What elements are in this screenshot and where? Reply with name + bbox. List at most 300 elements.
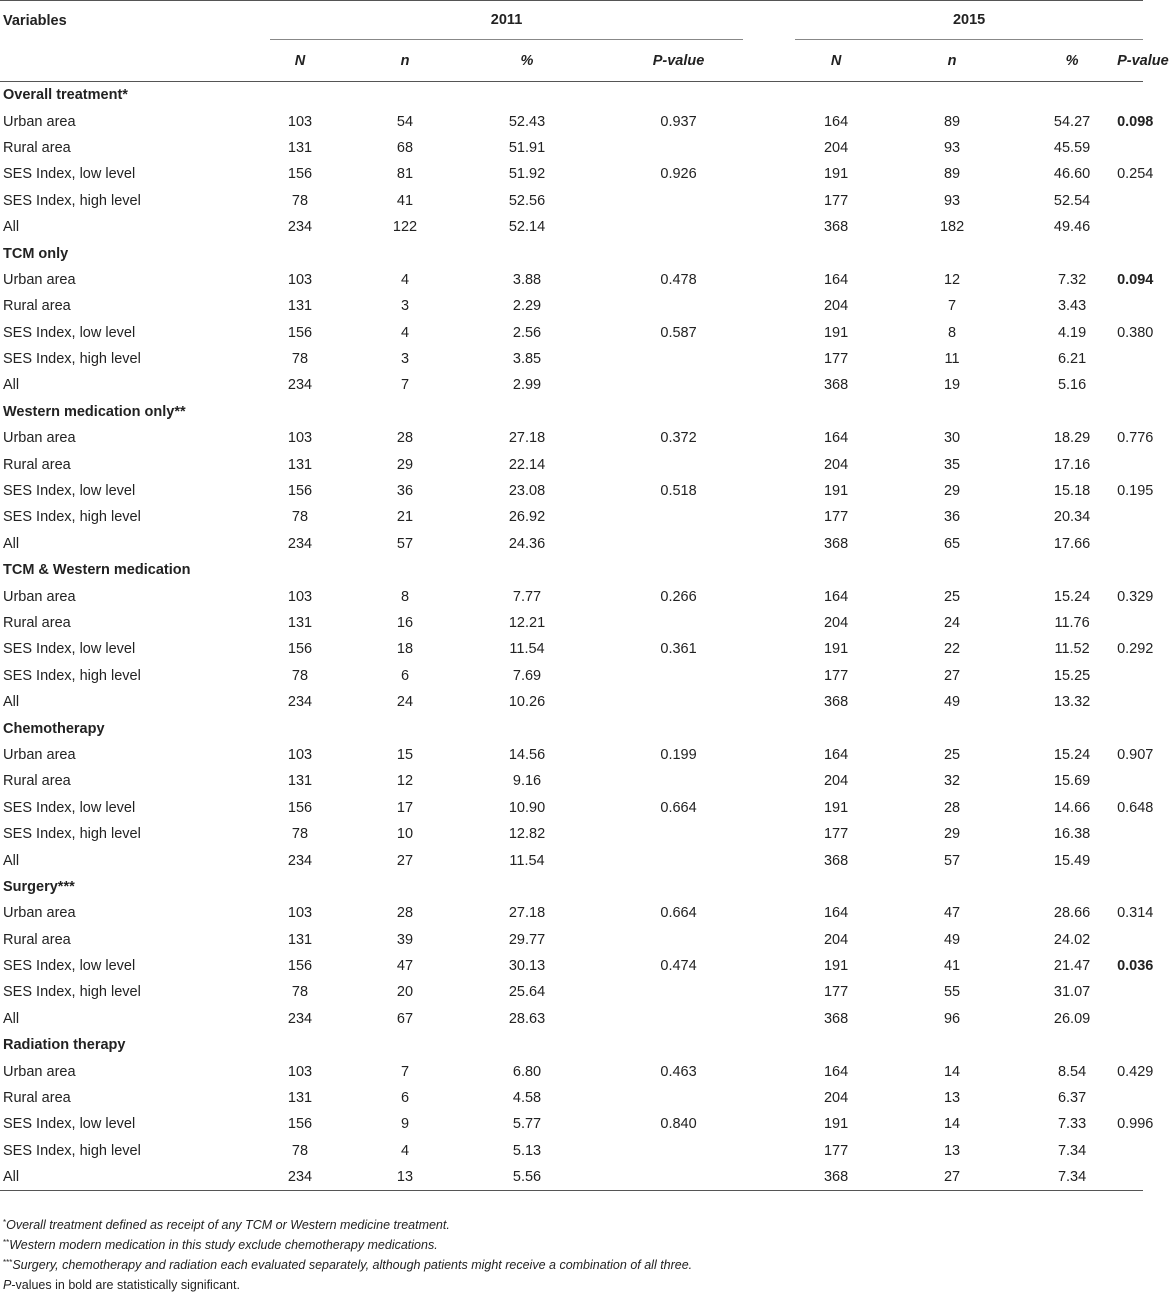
cell-N-2011: 156 (287, 799, 313, 816)
cell-n-2011: 4 (400, 271, 410, 288)
cell-pct-2015: 54.27 (1053, 113, 1091, 130)
cell-N-2015: 204 (823, 298, 849, 315)
cell-n-2015: 14 (943, 1063, 961, 1080)
table-row (0, 531, 1143, 557)
cell-pvalue-2011 (614, 979, 743, 1005)
row-label: SES Index, low level (3, 799, 136, 816)
cell-pct-2015: 46.60 (1053, 166, 1091, 183)
cell-n-2011: 8 (400, 588, 410, 605)
row-label: SES Index, low level (3, 641, 136, 658)
header-year-2015: 2015 (795, 1, 1143, 41)
table-row (0, 583, 1143, 609)
section-header (0, 874, 1143, 900)
cell-n-2011: 29 (396, 456, 414, 473)
row-label: All (3, 852, 20, 869)
cell-pct-2015: 17.66 (1053, 535, 1091, 552)
cell-pct-2015: 49.46 (1053, 219, 1091, 236)
cell-N-2011: 78 (291, 351, 309, 368)
cell-pct-2011: 28.63 (508, 1010, 546, 1027)
cell-pct-2011: 9.16 (512, 773, 542, 790)
cell-n-2015: 89 (943, 113, 961, 130)
cell-N-2015: 368 (823, 535, 849, 552)
cell-pvalue-2015 (1117, 979, 1143, 1005)
cell-pvalue-2011: 0.840 (660, 1116, 697, 1133)
cell-N-2015: 177 (823, 1142, 849, 1159)
cell-N-2011: 78 (291, 1142, 309, 1159)
cell-pct-2011: 3.88 (512, 271, 542, 288)
cell-pct-2011: 29.77 (508, 931, 546, 948)
cell-pvalue-2011: 0.587 (660, 324, 697, 341)
cell-N-2011: 234 (270, 1164, 330, 1191)
cell-N-2011: 131 (287, 298, 313, 315)
cell-pct-2011: 5.77 (512, 1116, 542, 1133)
cell-pct-2015: 13.32 (1053, 694, 1091, 711)
cell-N-2011: 78 (291, 667, 309, 684)
cell-N-2015: 368 (823, 1010, 849, 1027)
cell-n-2011: 13 (330, 1164, 480, 1191)
cell-N-2015: 191 (823, 641, 849, 658)
cell-pvalue-2011: 0.664 (660, 799, 697, 816)
cell-pvalue-2011 (614, 135, 743, 161)
cell-n-2015: 25 (943, 588, 961, 605)
cell-n-2015: 182 (939, 219, 965, 236)
cell-pvalue-2011 (614, 821, 743, 847)
cell-pct-2011: 2.99 (512, 377, 542, 394)
section-header (0, 557, 1143, 583)
cell-pct-2011: 5.56 (480, 1164, 574, 1191)
cell-pct-2011: 52.43 (508, 113, 546, 130)
table-row (0, 267, 1143, 293)
cell-pvalue-2015: 0.776 (1117, 430, 1154, 447)
cell-n-2011: 28 (396, 430, 414, 447)
cell-pct-2015: 4.19 (1057, 324, 1087, 341)
cell-N-2015: 191 (823, 166, 849, 183)
col-pct-2015: % (1027, 40, 1117, 82)
cell-N-2011: 234 (287, 1010, 313, 1027)
footnote: P-values in bold are statistically significant. (3, 1278, 240, 1292)
cell-pvalue-2015 (1117, 346, 1143, 372)
cell-n-2011: 54 (396, 113, 414, 130)
cell-pvalue-2015 (1117, 188, 1143, 214)
cell-N-2011: 131 (287, 1090, 313, 1107)
table-row (0, 451, 1143, 477)
section-title: Surgery*** (3, 878, 75, 895)
section-header (0, 715, 1143, 741)
cell-N-2015: 164 (823, 746, 849, 763)
row-label: SES Index, high level (3, 192, 141, 209)
table-row (0, 293, 1143, 319)
cell-n-2011: 67 (396, 1010, 414, 1027)
cell-n-2015: 27 (943, 667, 961, 684)
cell-pct-2011: 11.54 (509, 641, 545, 658)
cell-pct-2011: 3.85 (512, 351, 542, 368)
cell-pvalue-2015 (1117, 847, 1143, 873)
cell-N-2011: 103 (287, 113, 313, 130)
table-row (0, 953, 1143, 979)
cell-pvalue-2011: 0.361 (660, 641, 697, 658)
cell-pct-2015: 31.07 (1053, 984, 1091, 1001)
cell-N-2015: 204 (823, 139, 849, 156)
table-row (0, 1085, 1143, 1111)
row-label: All (0, 1164, 270, 1191)
table-row (0, 372, 1143, 398)
cell-pct-2015: 7.32 (1057, 271, 1087, 288)
cell-N-2015: 191 (823, 324, 849, 341)
cell-n-2015: 28 (943, 799, 961, 816)
cell-pvalue-2011: 0.266 (660, 588, 697, 605)
cell-n-2011: 7 (400, 1063, 410, 1080)
cell-n-2015: 49 (943, 931, 961, 948)
col-n-2015: n (877, 40, 1027, 82)
cell-N-2011: 234 (287, 852, 313, 869)
cell-n-2011: 28 (396, 905, 414, 922)
row-label: Urban area (3, 271, 76, 288)
table-row (0, 663, 1143, 689)
cell-pct-2015: 3.43 (1057, 298, 1087, 315)
table-row (0, 135, 1143, 161)
cell-pct-2011: 52.56 (508, 192, 546, 209)
cell-n-2011: 17 (396, 799, 414, 816)
header-row-columns (0, 40, 1143, 82)
cell-pct-2015: 6.37 (1057, 1090, 1087, 1107)
cell-pvalue-2011 (614, 451, 743, 477)
col-pvalue-2015: P-value (1117, 40, 1143, 82)
cell-n-2015: 27 (877, 1164, 1027, 1191)
cell-n-2011: 36 (396, 483, 414, 500)
cell-pvalue-2015: 0.094 (1117, 271, 1154, 288)
table-row (0, 927, 1143, 953)
cell-pvalue-2015 (1117, 1085, 1143, 1111)
cell-pct-2015: 17.16 (1053, 456, 1091, 473)
cell-pvalue-2011: 0.199 (660, 746, 697, 763)
row-label: SES Index, high level (3, 667, 141, 684)
col-N-2015: N (795, 40, 877, 82)
cell-N-2015: 191 (823, 799, 849, 816)
cell-N-2011: 78 (291, 509, 309, 526)
cell-N-2015: 177 (823, 192, 849, 209)
cell-N-2011: 156 (287, 1116, 313, 1133)
cell-n-2015: 19 (943, 377, 961, 394)
row-label: Rural area (3, 773, 71, 790)
cell-N-2015: 368 (795, 1164, 877, 1191)
cell-N-2011: 131 (287, 139, 313, 156)
cell-n-2011: 47 (396, 958, 414, 975)
cell-pct-2011: 7.77 (512, 588, 542, 605)
cell-N-2015: 164 (823, 271, 849, 288)
col-pct-2011: % (480, 40, 574, 82)
cell-pct-2011: 10.90 (508, 799, 546, 816)
table-row (0, 900, 1143, 926)
cell-pvalue-2015 (1117, 293, 1143, 319)
table-row (0, 768, 1143, 794)
cell-N-2015: 368 (823, 694, 849, 711)
cell-N-2015: 177 (823, 826, 849, 843)
cell-n-2015: 29 (943, 483, 961, 500)
cell-pvalue-2015: 0.648 (1117, 799, 1154, 816)
row-label: SES Index, high level (3, 826, 141, 843)
cell-n-2015: 22 (943, 641, 961, 658)
row-label: SES Index, high level (3, 509, 141, 526)
cell-n-2011: 4 (400, 1142, 410, 1159)
cell-pvalue-2011 (614, 293, 743, 319)
table-row (0, 320, 1143, 346)
col-N-2011: N (270, 40, 330, 82)
cell-pct-2015: 15.49 (1053, 852, 1091, 869)
cell-N-2011: 234 (287, 535, 313, 552)
section-header (0, 82, 1143, 109)
section-title: Radiation therapy (3, 1037, 126, 1054)
table-row (0, 214, 1143, 240)
cell-pct-2015: 15.25 (1053, 667, 1091, 684)
cell-pvalue-2015 (1117, 504, 1143, 530)
cell-n-2015: 30 (943, 430, 961, 447)
cell-pvalue-2015: 0.292 (1117, 641, 1154, 658)
cell-pvalue-2015 (1117, 689, 1143, 715)
cell-pvalue-2015: 0.036 (1117, 958, 1154, 975)
cell-N-2015: 164 (823, 1063, 849, 1080)
cell-n-2011: 39 (396, 931, 414, 948)
cell-pct-2015: 7.34 (1027, 1164, 1117, 1191)
cell-n-2015: 24 (943, 615, 961, 631)
cell-pvalue-2011 (614, 531, 743, 557)
cell-pct-2011: 5.13 (512, 1142, 542, 1159)
cell-N-2015: 204 (823, 773, 849, 790)
cell-n-2015: 12 (943, 271, 961, 288)
cell-pvalue-2015 (1117, 768, 1143, 794)
cell-pvalue-2015: 0.329 (1117, 588, 1154, 605)
cell-pvalue-2011 (614, 689, 743, 715)
cell-n-2011: 68 (396, 139, 414, 156)
cell-N-2015: 204 (823, 615, 849, 631)
cell-pvalue-2011 (614, 346, 743, 372)
footnote: *Overall treatment defined as receipt of any TCM or Western medicine treatment. (3, 1218, 450, 1232)
cell-N-2011: 103 (287, 588, 313, 605)
cell-n-2015: 8 (948, 324, 957, 341)
cell-n-2011: 20 (396, 984, 414, 1001)
cell-n-2011: 6 (400, 1090, 410, 1107)
cell-pvalue-2011: 0.372 (660, 430, 697, 447)
row-label: SES Index, low level (3, 958, 136, 975)
cell-pct-2011: 30.13 (508, 958, 546, 975)
section-header (0, 1032, 1143, 1058)
cell-N-2011: 234 (287, 219, 313, 236)
cell-n-2015: 47 (943, 905, 961, 922)
cell-N-2015: 177 (823, 984, 849, 1001)
cell-N-2011: 78 (291, 826, 309, 843)
cell-pvalue-2011 (614, 504, 743, 530)
cell-N-2015: 368 (823, 852, 849, 869)
cell-pct-2015: 18.29 (1053, 430, 1091, 447)
cell-pct-2015: 6.21 (1057, 351, 1087, 368)
row-label: Rural area (3, 139, 71, 156)
cell-n-2011: 18 (396, 641, 414, 658)
cell-pct-2011: 27.18 (508, 905, 546, 922)
cell-pvalue-2015: 0.254 (1117, 166, 1154, 183)
row-label: Urban area (3, 430, 76, 447)
cell-pct-2011: 12.82 (508, 826, 546, 843)
cell-n-2011: 12 (396, 773, 414, 790)
cell-pct-2015: 7.33 (1057, 1116, 1087, 1133)
table-row (0, 1006, 1143, 1032)
cell-pvalue-2011 (614, 214, 743, 240)
cell-n-2015: 93 (943, 139, 961, 156)
cell-n-2015: 57 (943, 852, 961, 869)
row-label: Rural area (3, 298, 71, 315)
cell-pvalue-2015 (1117, 451, 1143, 477)
cell-pvalue-2011: 0.474 (660, 958, 697, 975)
cell-N-2015: 368 (823, 377, 849, 394)
cell-n-2015: 41 (943, 958, 961, 975)
cell-pvalue-2011: 0.463 (660, 1063, 697, 1080)
cell-pvalue-2011 (614, 663, 743, 689)
cell-pvalue-2015 (1117, 663, 1143, 689)
cell-n-2015: 11 (944, 351, 960, 368)
cell-pct-2015: 15.69 (1053, 773, 1091, 790)
cell-pct-2015: 15.24 (1053, 746, 1091, 763)
cell-n-2011: 81 (396, 166, 414, 183)
table-row (0, 478, 1143, 504)
cell-pct-2015: 11.52 (1054, 641, 1090, 658)
cell-pvalue-2011 (614, 768, 743, 794)
row-label: SES Index, low level (3, 166, 136, 183)
footnotes (3, 1215, 692, 1295)
section-title: TCM only (3, 245, 69, 262)
cell-pvalue-2011 (614, 1085, 743, 1111)
col-pvalue-2011: P-value (614, 40, 743, 82)
table-row (0, 504, 1143, 530)
row-label: SES Index, high level (3, 1142, 141, 1159)
cell-pct-2015: 24.02 (1053, 931, 1091, 948)
cell-N-2011: 103 (287, 1063, 313, 1080)
cell-N-2011: 156 (287, 166, 313, 183)
footnote: **Western modern medication in this study exclude chemotherapy medications. (3, 1238, 438, 1252)
cell-pct-2011: 22.14 (508, 456, 546, 473)
cell-N-2011: 103 (287, 271, 313, 288)
table-row (0, 425, 1143, 451)
cell-N-2015: 177 (823, 667, 849, 684)
cell-pct-2015: 26.09 (1053, 1010, 1091, 1027)
cell-n-2011: 6 (400, 667, 410, 684)
cell-N-2011: 103 (287, 746, 313, 763)
cell-n-2011: 10 (396, 826, 414, 843)
cell-N-2015: 164 (823, 588, 849, 605)
cell-pct-2015: 20.34 (1053, 509, 1091, 526)
cell-n-2011: 9 (400, 1116, 410, 1133)
cell-pvalue-2015 (1117, 610, 1143, 636)
cell-pct-2011: 23.08 (508, 483, 546, 500)
table-row (0, 636, 1143, 662)
row-label: Urban area (3, 113, 76, 130)
cell-pct-2011: 27.18 (508, 430, 546, 447)
cell-pct-2015: 11.76 (1054, 615, 1090, 631)
cell-pvalue-2011: 0.478 (660, 271, 697, 288)
row-label: Urban area (3, 588, 76, 605)
cell-pvalue-2015: 0.195 (1117, 483, 1154, 500)
cell-pvalue-2015 (1117, 135, 1143, 161)
row-label: SES Index, low level (3, 1116, 136, 1133)
cell-pct-2015: 15.18 (1053, 483, 1091, 500)
cell-pvalue-2015 (1117, 927, 1143, 953)
header-year-2011: 2011 (270, 1, 743, 41)
cell-N-2011: 234 (287, 694, 313, 711)
cell-pct-2011: 10.26 (508, 694, 546, 711)
cell-pvalue-2011: 0.664 (660, 905, 697, 922)
cell-pvalue-2015: 0.429 (1117, 1063, 1154, 1080)
cell-N-2011: 131 (287, 931, 313, 948)
cell-pct-2011: 25.64 (508, 984, 546, 1001)
cell-n-2011: 41 (396, 192, 414, 209)
table-row (0, 188, 1143, 214)
footnote: ***Surgery, chemotherapy and radiation each evaluated separately, although patients might receive a combination of all three. (3, 1258, 693, 1272)
cell-pct-2015: 15.24 (1053, 588, 1091, 605)
cell-pvalue-2015: 0.314 (1117, 905, 1154, 922)
cell-N-2015: 204 (823, 1090, 849, 1107)
table-row (0, 1058, 1143, 1084)
cell-n-2011: 3 (400, 351, 410, 368)
cell-pvalue-2011 (614, 1138, 743, 1164)
cell-pct-2011: 4.58 (512, 1090, 542, 1107)
table-row (0, 795, 1143, 821)
cell-N-2011: 78 (291, 984, 309, 1001)
cell-N-2015: 164 (823, 113, 849, 130)
table-row (0, 1111, 1143, 1137)
table-row (0, 742, 1143, 768)
cell-n-2011: 122 (392, 219, 418, 236)
cell-pvalue-2011 (614, 847, 743, 873)
cell-N-2015: 204 (823, 456, 849, 473)
table-row (0, 1138, 1143, 1164)
cell-N-2015: 368 (823, 219, 849, 236)
row-label: Rural area (3, 1090, 71, 1107)
cell-N-2015: 191 (823, 958, 849, 975)
cell-pct-2015: 45.59 (1053, 139, 1091, 156)
cell-N-2011: 234 (287, 377, 313, 394)
cell-N-2011: 103 (287, 430, 313, 447)
cell-pct-2011: 26.92 (508, 509, 546, 526)
row-label: Rural area (3, 931, 71, 948)
row-label: All (3, 219, 20, 236)
table-row (0, 979, 1143, 1005)
table-body (0, 82, 1154, 1191)
cell-pct-2015: 16.38 (1053, 826, 1091, 843)
table-row (0, 847, 1143, 873)
cell-n-2011: 3 (400, 298, 410, 315)
section-title: TCM & Western medication (3, 562, 191, 579)
cell-n-2015: 55 (943, 984, 961, 1001)
cell-pvalue-2011 (614, 927, 743, 953)
cell-pct-2011: 6.80 (512, 1063, 542, 1080)
col-n-2011: n (330, 40, 480, 82)
cell-pvalue-2015: 0.907 (1117, 746, 1154, 763)
cell-n-2011: 24 (396, 694, 414, 711)
cell-n-2015: 96 (943, 1010, 961, 1027)
row-label: All (3, 377, 20, 394)
cell-pct-2015: 21.47 (1053, 958, 1091, 975)
cell-n-2011: 4 (400, 324, 410, 341)
cell-n-2015: 29 (943, 826, 961, 843)
cell-n-2015: 14 (943, 1116, 961, 1133)
cell-pvalue-2015 (1117, 372, 1143, 398)
cell-pct-2011: 14.56 (508, 746, 546, 763)
cell-N-2015: 204 (823, 931, 849, 948)
cell-n-2015: 13 (943, 1090, 961, 1107)
table-row (0, 346, 1143, 372)
cell-n-2011: 15 (396, 746, 414, 763)
cell-pvalue-2015 (1117, 531, 1143, 557)
cell-pct-2015: 28.66 (1053, 905, 1091, 922)
table-row (0, 1164, 1143, 1191)
cell-N-2015: 164 (823, 430, 849, 447)
